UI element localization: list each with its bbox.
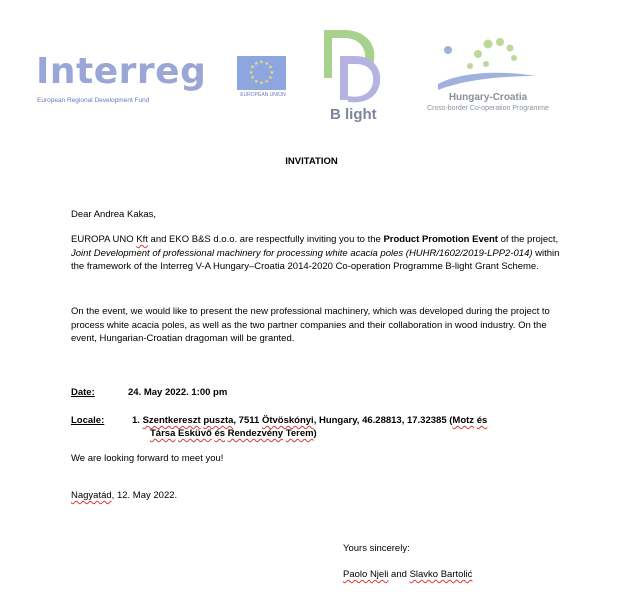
svg-text:★: ★ (250, 75, 255, 82)
interreg-wordmark: Interreg (36, 51, 207, 92)
yours-sincerely: Yours sincerely: (343, 543, 410, 554)
intro-text: Kft (136, 234, 148, 245)
svg-text:★: ★ (268, 75, 273, 82)
eu-stars-icon (237, 56, 286, 90)
svg-text:★: ★ (250, 64, 255, 71)
locale-text: Szentkereszt (142, 415, 201, 426)
svg-text:★: ★ (254, 78, 259, 85)
locale-line-1 (132, 414, 487, 427)
intro-paragraph (71, 233, 561, 274)
locale-text: Motz (452, 415, 475, 426)
invitation-heading: INVITATION (285, 156, 338, 167)
intro-text: and EKO B&S d.o.o. are respectfully inviting you to the (147, 234, 384, 245)
description-paragraph: On the event, we would like to present the new professional machinery, which was developed during the project to process white acacia poles, as well as the two partner companies and their collaboration in wood industry. On the event, Hungarian-Croatian dragoman will be granted. (71, 306, 550, 344)
locale-text: Ötvöskónyi (261, 415, 314, 426)
locale-text: és (214, 428, 226, 439)
signer-text: Njeli (369, 569, 389, 580)
locale-label: Locale: (71, 415, 105, 426)
locale-line-2 (150, 427, 317, 440)
eu-flag-icon (237, 56, 286, 90)
locale-text: puszta (203, 415, 234, 426)
written-date: , 12. May 2022. (111, 490, 178, 501)
hungary-croatia-emblem-icon (420, 36, 556, 90)
svg-text:★: ★ (254, 60, 259, 67)
hungary-croatia-subtitle: Cross-border Co-operation Programme (427, 105, 549, 112)
blight-emblem-icon (318, 26, 384, 104)
locale-text: Társa (150, 428, 176, 439)
project-title: Joint Development of professional machinery for processing white acacia poles (HUHR/1602/2019-LPP2-014) (71, 247, 533, 259)
place-name: Nagyatád (71, 490, 112, 501)
date-label: Date: (71, 387, 95, 398)
svg-text:★: ★ (259, 59, 264, 66)
place-date (71, 489, 177, 502)
closing-line: We are looking forward to meet you! (71, 453, 224, 464)
svg-text:★: ★ (259, 80, 264, 87)
locale-text: Rendezvény (227, 428, 284, 439)
locale-text: , Hungary, 46.28813, 17.32385 ( (313, 415, 453, 426)
locale-text: és (476, 415, 488, 426)
svg-text:★: ★ (269, 69, 275, 76)
intro-text: within the framework of the Interreg V-A Hungary–Croatia 2014-2020 Co-operation Programme B-light Grant Scheme. (71, 247, 560, 272)
locale-text: Terem (285, 428, 314, 439)
intro-text: EUROPA UNO (71, 234, 137, 245)
signers (343, 568, 472, 581)
signer-text: Paolo (343, 569, 370, 580)
blight-wordmark: B light (330, 106, 377, 123)
eu-logo (237, 56, 287, 100)
hungary-croatia-title: Hungary-Croatia (448, 92, 528, 103)
intro-text: of the project, (497, 234, 559, 245)
locale-text: , 7511 (233, 415, 262, 426)
svg-text:★: ★ (248, 69, 254, 76)
svg-text:★: ★ (264, 60, 269, 67)
interreg-logo (36, 52, 226, 112)
svg-text:★: ★ (264, 78, 269, 85)
salutation: Dear Andrea Kakas, (71, 209, 157, 220)
locale-text: ) (313, 428, 317, 439)
date-value: 24. May 2022. 1:00 pm (128, 387, 228, 398)
interreg-subtitle: European Regional Development Fund (37, 97, 150, 104)
event-name: Product Promotion Event (383, 234, 498, 245)
hungary-croatia-logo (420, 36, 560, 118)
eu-caption: EUROPEAN UNION (240, 92, 286, 98)
svg-text:★: ★ (268, 64, 273, 71)
locale-text: 1. (132, 415, 140, 426)
blight-logo (318, 26, 384, 126)
signer-text: and (388, 569, 410, 580)
signer-text: Slavko Bartolić (409, 569, 473, 580)
locale-text: Esküvő (178, 428, 212, 439)
